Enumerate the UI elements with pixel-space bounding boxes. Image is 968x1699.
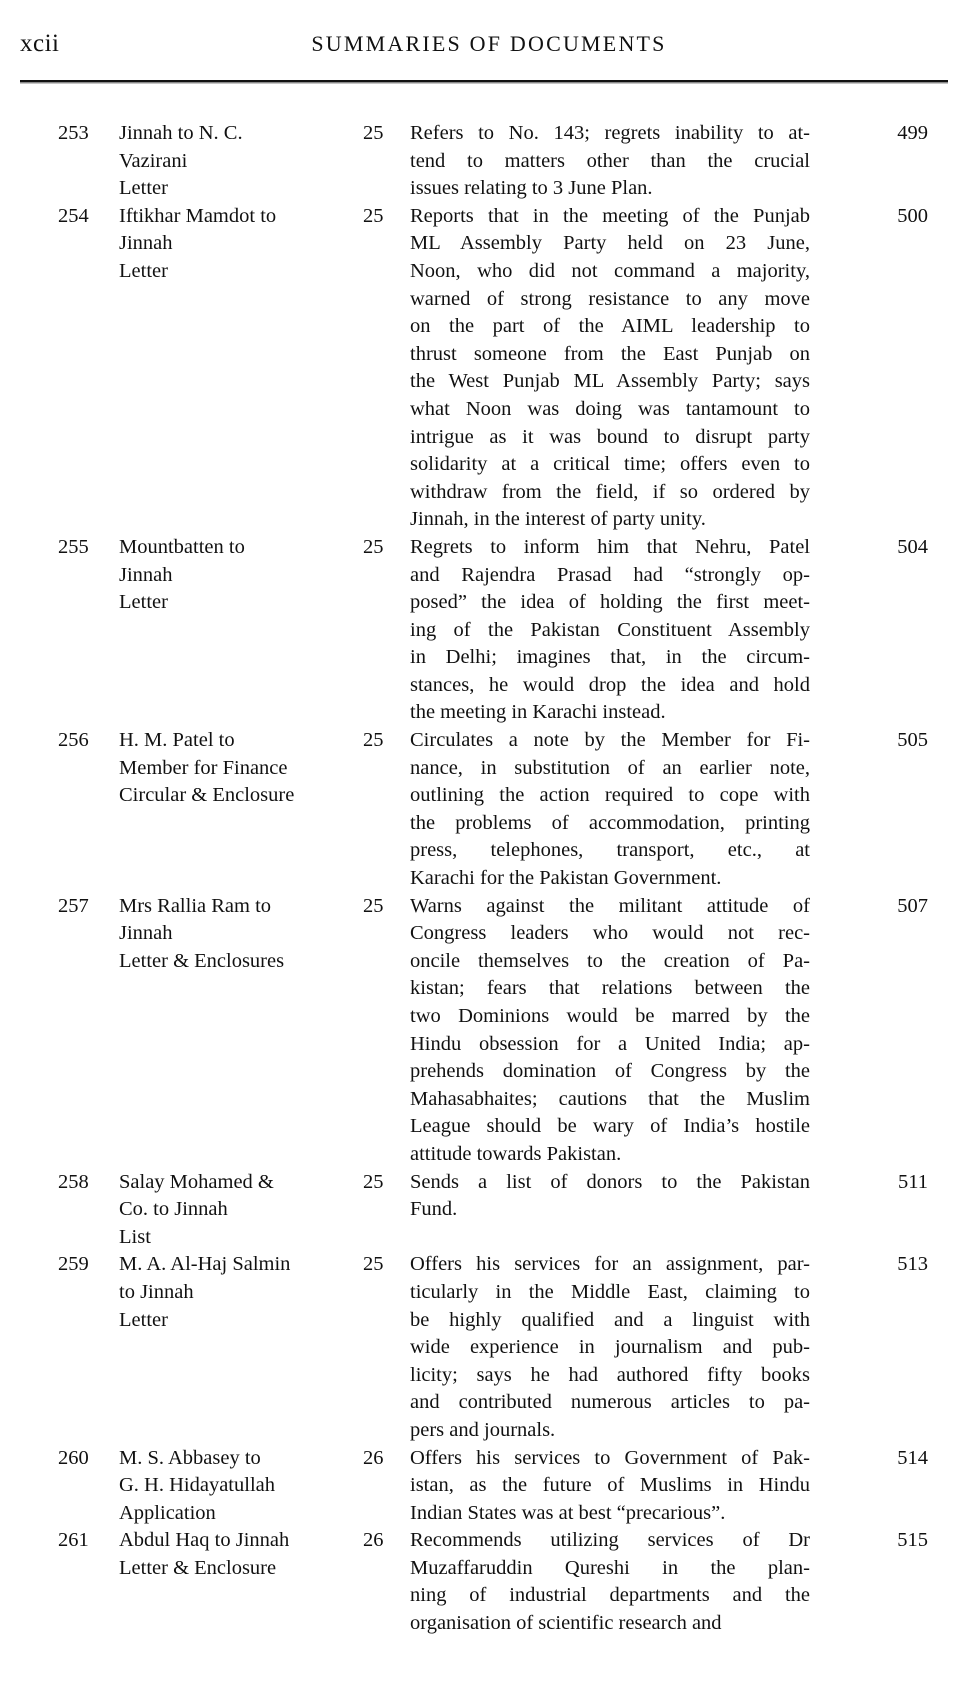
- entry-summary: [410, 1527, 810, 1637]
- entry-correspondents: [119, 1169, 356, 1252]
- entry-number: 261: [58, 1529, 89, 1552]
- entry-summary-line: Warns against the militant attitude of: [410, 894, 810, 917]
- entry-summary-line: kistan; fears that relations between the: [410, 977, 810, 1000]
- entry-number: 253: [58, 122, 89, 144]
- page-number: xcii: [20, 30, 60, 57]
- document-entry: [0, 893, 968, 1169]
- entry-number: 257: [58, 894, 89, 917]
- entry-date: 25: [363, 1170, 384, 1193]
- entry-summary-line: the West Punjab ML Assembly Party; says: [410, 370, 810, 393]
- entry-date: 26: [363, 1446, 384, 1469]
- entry-correspondent-line: Mountbatten to: [119, 535, 245, 558]
- entry-number: 260: [58, 1446, 89, 1469]
- entry-summary-line: Indian States was at best “precarious”.: [410, 1501, 726, 1524]
- entry-summary-line: licity; says he had authored fifty books: [410, 1363, 810, 1386]
- entry-summary-line: on the part of the AIML leadership to: [410, 315, 810, 338]
- entry-page-number: 504: [897, 535, 928, 558]
- entry-correspondent-line: Letter & Enclosures: [119, 949, 285, 972]
- entry-correspondents: [119, 203, 356, 286]
- entry-summary-line: two Dominions would be marred by the: [410, 1005, 810, 1027]
- entry-summary-line: Fund.: [410, 1198, 458, 1221]
- entry-summary-line: wide experience in journalism and pub-: [410, 1336, 810, 1359]
- entry-summary-line: prehends domination of Congress by the: [410, 1060, 810, 1083]
- entry-summary-line: Sends a list of donors to the Pakistan: [410, 1170, 810, 1193]
- entry-correspondent-line: Member for Finance: [119, 756, 288, 779]
- entry-summary-line: ning of industrial departments and the: [410, 1584, 810, 1607]
- entry-summary: [410, 1445, 810, 1528]
- entry-summary: [410, 534, 810, 727]
- entry-summary-line: Reports that in the meeting of the Punjab: [410, 204, 810, 227]
- entry-summary-line: organisation of scientific research and: [410, 1612, 722, 1635]
- document-summary-list: [0, 120, 968, 1638]
- entry-summary-line: Muzaffaruddin Qureshi in the plan-: [410, 1556, 810, 1579]
- entry-summary-line: Regrets to inform him that Nehru, Patel: [410, 535, 810, 558]
- entry-correspondent-line: Application: [119, 1501, 216, 1524]
- entry-correspondent-line: H. M. Patel to: [119, 729, 235, 752]
- entry-summary: [410, 120, 810, 203]
- entry-summary-line: warned of strong resistance to any move: [410, 287, 810, 310]
- entry-summary-line: withdraw from the field, if so ordered by: [410, 480, 810, 503]
- entry-summary-line: issues relating to 3 June Plan.: [410, 177, 653, 200]
- document-entry: [0, 1445, 968, 1528]
- entry-summary-line: ticularly in the Middle East, claiming to: [410, 1280, 810, 1303]
- entry-summary: [410, 1169, 810, 1224]
- entry-correspondents: [119, 534, 356, 617]
- entry-date: 25: [363, 1253, 384, 1276]
- entry-number: 258: [58, 1170, 89, 1193]
- entry-summary-line: Jinnah, in the interest of party unity.: [410, 508, 706, 531]
- entry-summary-line: press, telephones, transport, etc., at: [410, 839, 810, 862]
- entry-correspondent-line: G. H. Hidayatullah: [119, 1474, 275, 1497]
- page-header: [0, 0, 968, 90]
- document-entry: [0, 120, 968, 203]
- entry-summary-line: Circulates a note by the Member for Fi-: [410, 729, 810, 752]
- entry-correspondent-line: Letter & Enclosure: [119, 1556, 277, 1579]
- running-title: SUMMARIES OF DOCUMENTS: [311, 31, 667, 56]
- entry-correspondent-line: M. A. Al-Haj Salmin: [119, 1253, 291, 1276]
- entry-correspondent-line: Letter: [119, 591, 168, 614]
- entry-summary: [410, 1251, 810, 1444]
- entry-summary-line: tend to matters other than the crucial: [410, 149, 810, 172]
- entry-summary-line: istan, as the future of Muslims in Hindu: [410, 1474, 810, 1497]
- entry-correspondent-line: Vazirani: [119, 149, 188, 172]
- entry-correspondent-line: Iftikhar Mamdot to: [119, 204, 277, 227]
- entry-page-number: 513: [897, 1253, 928, 1276]
- entry-page-number: 515: [897, 1529, 928, 1552]
- header-rule: [20, 80, 948, 82]
- entry-date: 25: [363, 894, 384, 917]
- entry-summary-line: and Rajendra Prasad had “strongly op-: [410, 563, 810, 586]
- entry-summary-line: be highly qualified and a linguist with: [410, 1308, 810, 1331]
- entry-summary-line: pers and journals.: [410, 1418, 556, 1441]
- entry-correspondent-line: Co. to Jinnah: [119, 1198, 228, 1221]
- entry-number: 256: [58, 729, 89, 752]
- entry-page-number: 511: [898, 1170, 928, 1193]
- entry-date: 25: [363, 729, 384, 752]
- entry-summary: [410, 203, 810, 534]
- entry-summary-line: what Noon was doing was tantamount to: [410, 397, 810, 420]
- document-entry: [0, 203, 968, 534]
- entry-summary: [410, 727, 810, 893]
- entry-summary-line: ing of the Pakistan Constituent Assembly: [410, 618, 810, 641]
- entry-correspondents: [119, 120, 356, 203]
- entry-summary-line: thrust someone from the East Punjab on: [410, 342, 810, 365]
- document-entry: [0, 1169, 968, 1252]
- entry-summary: [410, 893, 810, 1169]
- entry-correspondent-line: Letter: [119, 177, 168, 200]
- entry-summary-line: attitude towards Pakistan.: [410, 1142, 622, 1165]
- document-entry: [0, 534, 968, 727]
- entry-summary-line: Offers his services to Government of Pak-: [410, 1446, 810, 1469]
- entry-correspondent-line: M. S. Abbasey to: [119, 1446, 261, 1469]
- entry-correspondent-line: Letter: [119, 1308, 168, 1331]
- entry-correspondent-line: List: [119, 1225, 151, 1248]
- entry-summary-line: outlining the action required to cope with: [410, 784, 810, 807]
- entry-summary-line: solidarity at a critical time; offers even to: [410, 453, 810, 476]
- entry-correspondent-line: Mrs Rallia Ram to: [119, 894, 272, 917]
- entry-summary-line: in Delhi; imagines that, in the circum-: [410, 646, 810, 669]
- entry-date: 25: [363, 535, 384, 558]
- entry-summary-line: Mahasabhaites; cautions that the Muslim: [410, 1087, 810, 1110]
- document-entry: [0, 1251, 968, 1444]
- entry-correspondent-line: Abdul Haq to Jinnah: [119, 1529, 290, 1552]
- entry-correspondent-line: to Jinnah: [119, 1280, 194, 1303]
- entry-correspondent-line: Jinnah: [119, 232, 173, 255]
- entry-summary-line: and contributed numerous articles to pa-: [410, 1391, 810, 1414]
- entry-summary-line: the meeting in Karachi instead.: [410, 701, 666, 724]
- entry-summary-line: oncile themselves to the creation of Pa-: [410, 949, 810, 972]
- entry-correspondents: [119, 1527, 356, 1582]
- entry-correspondent-line: Letter: [119, 259, 168, 282]
- entry-number: 255: [58, 535, 89, 558]
- entry-summary-line: intrigue as it was bound to disrupt party: [410, 425, 810, 448]
- entry-date: 25: [363, 122, 384, 144]
- entry-correspondents: [119, 1445, 356, 1528]
- entry-correspondent-line: Circular & Enclosure: [119, 784, 295, 807]
- entry-summary-line: Congress leaders who would not rec-: [410, 922, 810, 945]
- entry-correspondents: [119, 1251, 356, 1334]
- entry-summary-line: stances, he would drop the idea and hold: [410, 673, 810, 696]
- entry-summary-line: League should be wary of India’s hostile: [410, 1115, 810, 1138]
- entry-page-number: 514: [897, 1446, 928, 1469]
- entry-summary-line: nance, in substitution of an earlier note,: [410, 756, 810, 779]
- entry-number: 259: [58, 1253, 89, 1276]
- document-entry: [0, 1527, 968, 1637]
- entry-correspondent-line: Salay Mohamed &: [119, 1170, 274, 1193]
- entry-summary-line: posed” the idea of holding the first meet-: [410, 591, 810, 614]
- entry-summary-line: ML Assembly Party held on 23 June,: [410, 232, 810, 255]
- entry-summary-line: Noon, who did not command a majority,: [410, 259, 810, 282]
- entry-correspondent-line: Jinnah: [119, 563, 173, 586]
- entry-correspondents: [119, 893, 356, 976]
- entry-page-number: 505: [897, 729, 928, 752]
- entry-summary-line: Recommends utilizing services of Dr: [410, 1529, 810, 1552]
- entry-page-number: 507: [897, 894, 928, 917]
- entry-date: 25: [363, 204, 384, 227]
- entry-correspondent-line: Jinnah: [119, 922, 173, 945]
- document-entry: [0, 727, 968, 893]
- entry-summary-line: the problems of accommodation, printing: [410, 811, 810, 834]
- entry-summary-line: Karachi for the Pakistan Government.: [410, 867, 722, 890]
- entry-number: 254: [58, 204, 89, 227]
- entry-correspondents: [119, 727, 356, 810]
- entry-summary-line: Refers to No. 143; regrets inability to at-: [410, 122, 810, 144]
- entry-summary-line: Offers his services for an assignment, par-: [410, 1253, 810, 1276]
- entry-date: 26: [363, 1529, 384, 1552]
- entry-page-number: 499: [897, 122, 928, 144]
- entry-correspondent-line: Jinnah to N. C.: [119, 122, 243, 144]
- entry-page-number: 500: [897, 204, 928, 227]
- entry-summary-line: Hindu obsession for a United India; ap-: [410, 1032, 810, 1055]
